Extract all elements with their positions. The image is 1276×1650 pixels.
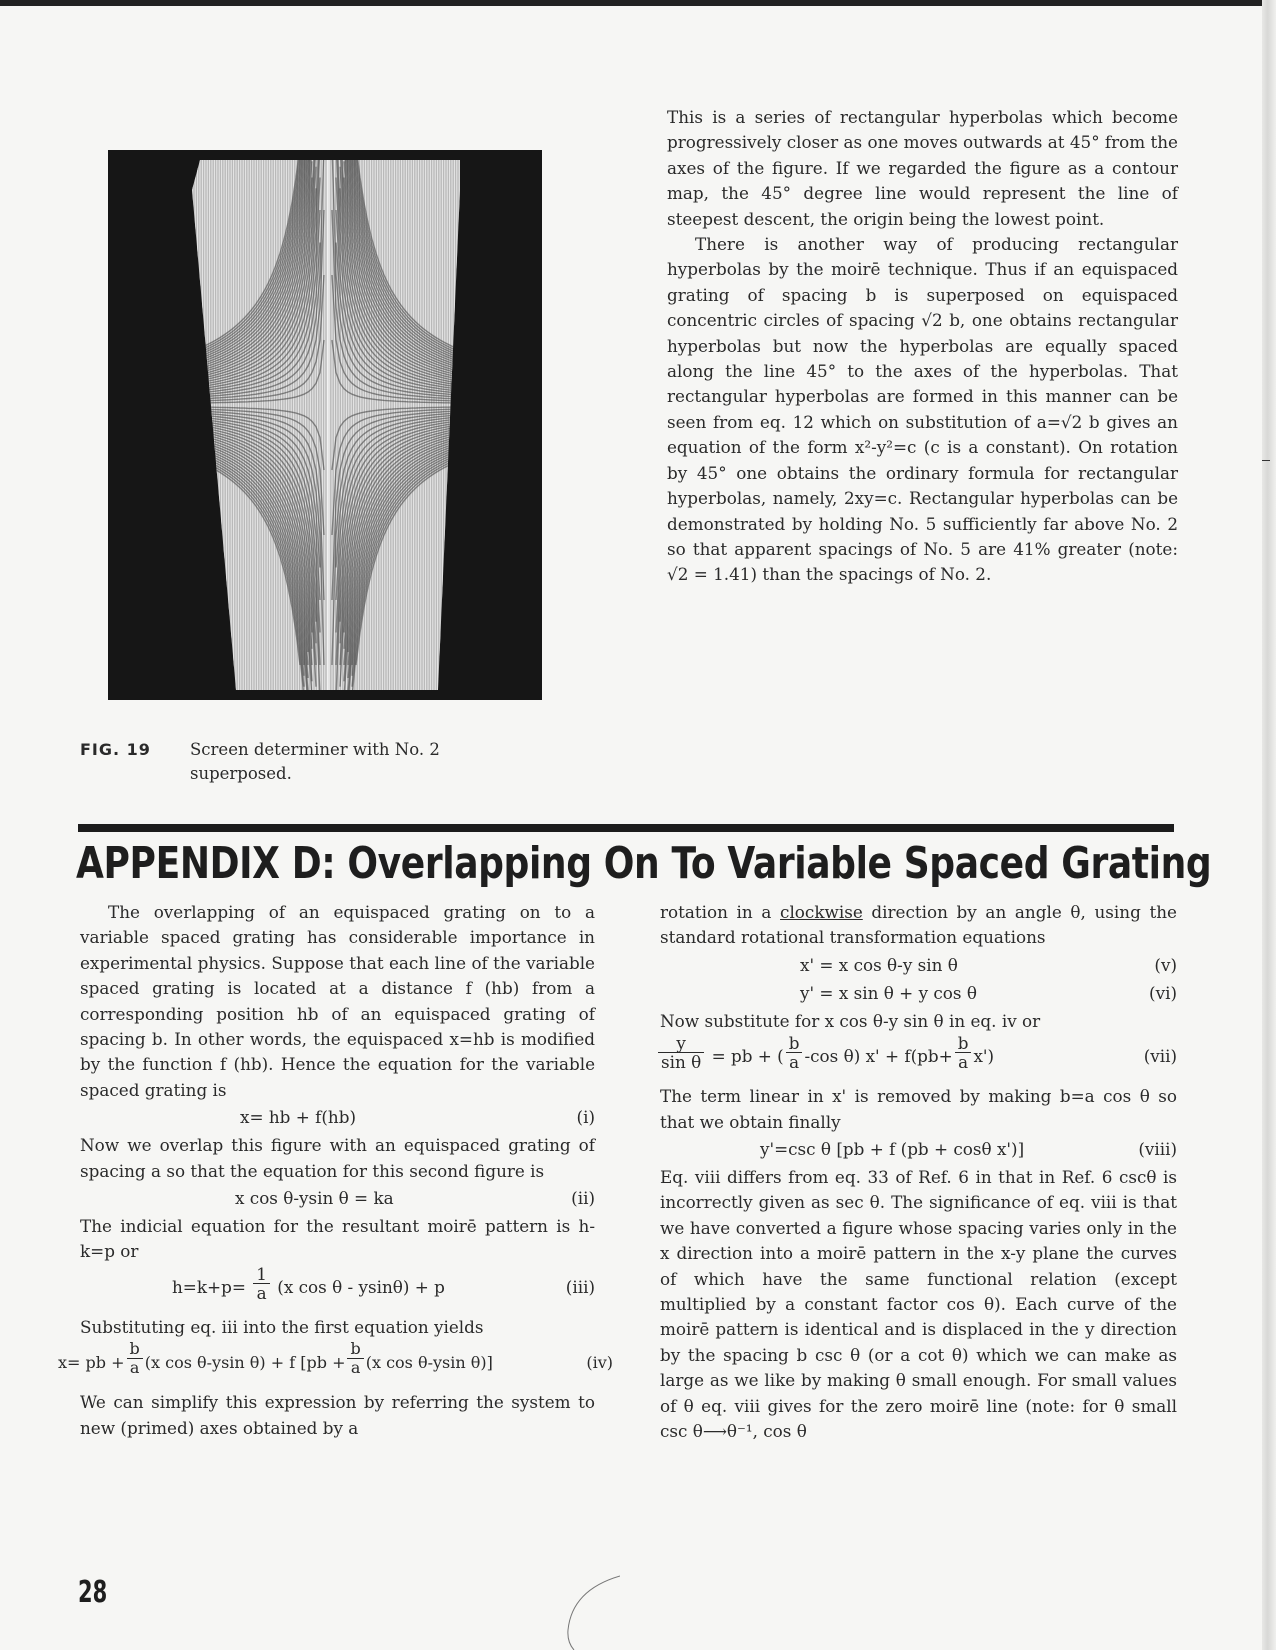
equation-body: x cos θ-ysin θ = ka	[235, 1188, 394, 1209]
figure-19-image	[108, 150, 542, 700]
figure-caption-text: Screen determiner with No. 2 superposed.	[190, 740, 440, 783]
grating-group	[108, 150, 542, 700]
page-top-edge	[0, 0, 1276, 6]
equation-body	[656, 1033, 995, 1073]
paragraph: This is a series of rectangular hyperbolas which become progressively closer as one moves outwards at 45° from the axes of the figure. If we regarded the figure as a contour map, the 45° degree line would represent the line of steepest descent, the origin being the lowest point.	[667, 107, 1178, 229]
fraction	[658, 1034, 704, 1071]
equation-body	[172, 1263, 445, 1303]
paragraph: There is another way of producing rectangular hyperbolas by the moirē technique. Thus if an equispaced grating of spacing b is superposed on equispaced concentric circles of spacing √2 b, one obtains rectangular hyperbolas but now the hyperbolas are equally spaced along the line 45° to the axes of the hyperbolas. That rectangular hyperbolas are formed in this manner can be seen from eq. 12 which on substitution of a=√2 b gives an equation of the form x²-y²=c (c is a constant). On rotation by 45° one obtains the ordinary formula for rectangular hyperbolas, namely, 2xy=c. Rectangular hyperbolas can be demonstrated by holding No. 5 sufficiently far above No. 2 so that apparent spacings of No. 5 are 41% greater (note: √2 = 1.41) than the spacings of No. 2.	[667, 234, 1178, 585]
paragraph	[660, 900, 1177, 951]
appendix-heading: APPENDIX D: Overlapping On To Variable Spaced Grating	[76, 838, 1212, 889]
equation-part: = pb + (	[711, 1046, 784, 1067]
equation-number: (viii)	[1138, 1139, 1177, 1160]
equation-viii	[660, 1137, 1177, 1163]
fraction-numerator: b	[347, 1340, 363, 1359]
binding-curve-mark	[560, 1570, 620, 1650]
equation-body: y' = x sin θ + y cos θ	[800, 982, 977, 1003]
fraction	[347, 1340, 363, 1377]
equation-part: -cos θ) x' + f(pb+	[804, 1046, 953, 1067]
equation-number: (i)	[576, 1107, 595, 1128]
equation-vii	[660, 1033, 1177, 1082]
fraction-denominator: sin θ	[661, 1052, 702, 1073]
fraction	[955, 1034, 972, 1071]
fraction-denominator: a	[789, 1052, 800, 1073]
paragraph: Eq. viii differs from eq. 33 of Ref. 6 in that in Ref. 6 cscθ is incorrectly given as sec θ. The significance of eq. viii is that we have converted a figure whose spacing varies only in the x direction into a moirē pattern in the x-y plane the curves of which have the same functional relation (except multiplied by a constant factor cos θ). Each curve of the moirē pattern is identical and is displaced in the y direction by the spacing b csc θ (or a cot θ) which we can make as large as we like by making θ small enough. For small values of θ eq. viii gives for the zero moirē line (note: for θ small csc θ⟶θ⁻¹, cos θ	[660, 1167, 1177, 1442]
equation-iii	[80, 1263, 595, 1313]
equation-body: x= hb + f(hb)	[240, 1107, 356, 1128]
equation-number: (ii)	[571, 1188, 595, 1209]
paragraph: Now substitute for x cos θ-y sin θ in eq. iv or	[660, 1010, 1041, 1031]
paragraph: Substituting eq. iii into the first equation yields	[80, 1316, 484, 1337]
equation-part: x')	[973, 1046, 995, 1067]
paragraph: We can simplify this expression by referring the system to new (primed) axes obtained by a	[80, 1392, 595, 1438]
equation-number: (vii)	[1143, 1046, 1177, 1067]
right-top-column	[667, 105, 1178, 588]
equation-number: (vi)	[1149, 982, 1177, 1003]
equation-lhs: h=k+p=	[172, 1276, 246, 1297]
equation-part: (x cos θ-ysin θ)]	[365, 1353, 493, 1373]
equation-i	[80, 1105, 595, 1131]
fraction	[786, 1034, 803, 1071]
equation-number: (iii)	[565, 1276, 595, 1297]
figure-label: FIG. 19	[80, 740, 151, 759]
emphasis-underlined: clockwise	[780, 902, 863, 922]
text: rotation in a	[660, 902, 772, 922]
fraction	[127, 1340, 143, 1377]
paragraph: Now we overlap this figure with an equispaced grating of spacing a so that the equation for this second figure is	[80, 1135, 595, 1181]
fraction-denominator: a	[129, 1358, 140, 1378]
equation-part: (x cos θ-ysin θ) + f [pb +	[144, 1353, 346, 1373]
fraction-numerator: b	[955, 1034, 972, 1053]
fraction-numerator: b	[786, 1034, 803, 1053]
equation-v	[660, 953, 1177, 979]
equation-vi	[660, 981, 1177, 1007]
appendix-left-column	[58, 900, 613, 1441]
equation-body: y'=csc θ [pb + f (pb + cosθ x')]	[760, 1139, 1025, 1160]
text: direction by an angle θ, using the standard rotational transformation equations	[660, 902, 1177, 948]
fraction-denominator: a	[256, 1282, 267, 1303]
equation-rhs: (x cos θ - ysinθ) + p	[277, 1276, 445, 1297]
equation-ii	[80, 1186, 595, 1212]
equation-part: x= pb +	[58, 1353, 125, 1373]
equation-number: (iv)	[586, 1353, 613, 1373]
fraction-denominator: a	[350, 1358, 361, 1378]
paragraph: The overlapping of an equispaced grating on to a variable spaced grating has considerable importance in experimental physics. Suppose that each line of the variable spaced grating is located at a distance f (hb) from a corresponding position hb of an equispaced grating of spacing b. In other words, the equispaced x=hb is modified by the function f (hb). Hence the equation for the variable spaced grating is	[80, 902, 595, 1100]
equation-number: (v)	[1154, 954, 1177, 975]
page-number: 28	[78, 1575, 108, 1610]
paragraph: The term linear in x' is removed by making b=a cos θ so that we obtain finally	[660, 1086, 1177, 1132]
section-rule	[78, 824, 1174, 832]
equation-iv	[58, 1339, 613, 1388]
equation-body	[58, 1339, 493, 1378]
equation-body: x' = x cos θ-y sin θ	[800, 954, 958, 975]
page-binding-edge	[1262, 0, 1276, 1650]
margin-mark	[1262, 460, 1270, 461]
appendix-right-column	[660, 900, 1177, 1445]
moire-pattern	[108, 150, 542, 700]
fraction-denominator: a	[958, 1052, 969, 1073]
fraction-numerator: b	[127, 1340, 143, 1359]
fraction	[253, 1265, 270, 1302]
fraction-numerator: y	[658, 1034, 704, 1053]
paragraph: The indicial equation for the resultant moirē pattern is h-k=p or	[80, 1216, 595, 1262]
fraction-numerator: 1	[253, 1265, 270, 1284]
